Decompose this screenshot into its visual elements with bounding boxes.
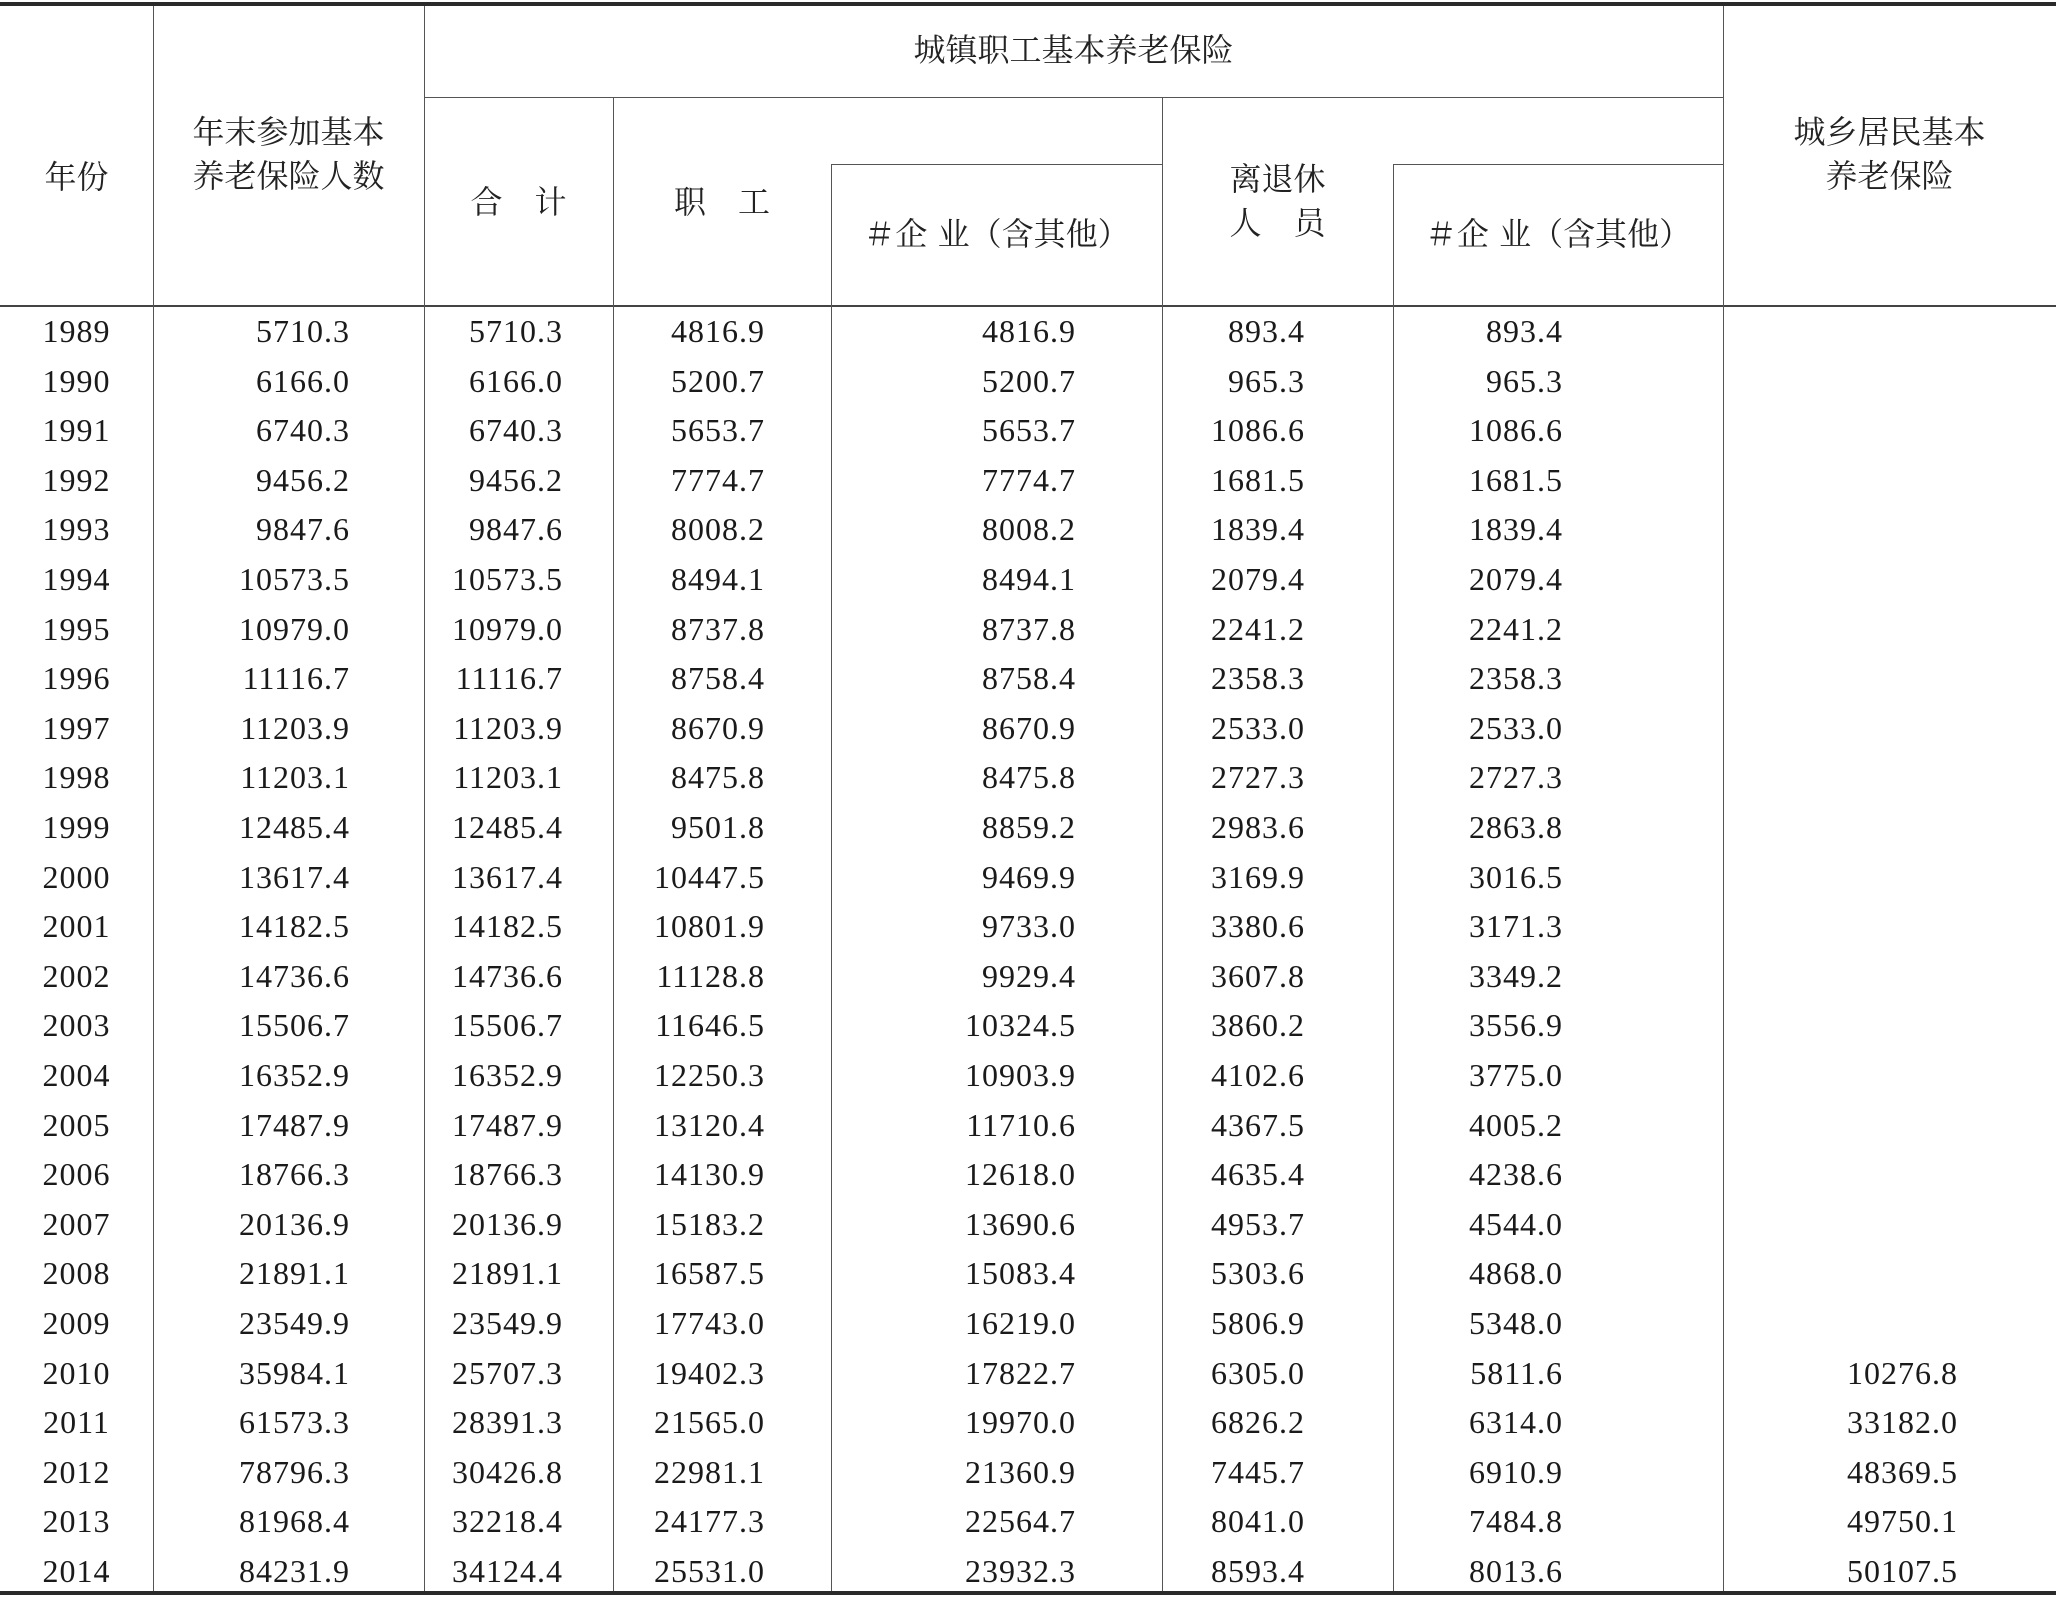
cell-retirees: 4635.4 [1211, 1156, 1305, 1193]
cell-retirees-enterprise: 2079.4 [1469, 561, 1563, 597]
cell-workers-enterprise: 4816.9 [982, 313, 1076, 349]
table-row [0, 456, 2056, 506]
cell-subtotal: 14736.6 [452, 957, 563, 994]
table-row [0, 803, 2056, 853]
cell-subtotal: 15506.7 [452, 1007, 563, 1044]
cell-resident [1723, 605, 1958, 655]
cell-retirees-enterprise: 965.3 [1486, 362, 1563, 399]
cell-year: 1994 [42, 561, 111, 597]
cell-retirees-enterprise: 4868.0 [1469, 1255, 1563, 1292]
cell-retirees-enterprise: 3775.0 [1469, 1057, 1563, 1093]
cell-retirees: 2533.0 [1211, 709, 1305, 746]
cell-workers-enterprise: 8670.9 [982, 709, 1076, 746]
cell-workers-enterprise: 19970.0 [965, 1404, 1076, 1441]
cell-workers-enterprise: 8737.8 [982, 610, 1076, 647]
cell-subtotal: 21891.1 [452, 1255, 563, 1292]
header-total [153, 110, 424, 198]
cell-retirees-enterprise: 893.4 [1486, 313, 1563, 349]
cell-total: 11116.7 [242, 660, 350, 697]
cell-retirees-enterprise: 3016.5 [1469, 858, 1563, 895]
cell-resident [1723, 803, 1958, 853]
cell-workers: 25531.0 [654, 1553, 765, 1589]
cell-retirees: 6305.0 [1211, 1354, 1305, 1391]
cell-year: 2011 [43, 1404, 110, 1441]
cell-workers: 8670.9 [671, 709, 765, 746]
cell-total: 20136.9 [239, 1205, 350, 1242]
table-row [0, 1001, 2056, 1051]
cell-workers: 10447.5 [654, 858, 765, 895]
cell-workers-enterprise: 12618.0 [965, 1156, 1076, 1193]
header-retirees [1162, 157, 1393, 245]
cell-resident: 49750.1 [1847, 1503, 1958, 1540]
cell-resident [1723, 1051, 1958, 1101]
cell-year: 2013 [42, 1503, 111, 1540]
cell-subtotal: 20136.9 [452, 1205, 563, 1242]
cell-workers-enterprise: 23932.3 [965, 1553, 1076, 1589]
cell-total: 11203.9 [240, 709, 350, 746]
cell-subtotal: 9456.2 [469, 461, 563, 498]
cell-retirees: 1839.4 [1211, 511, 1305, 548]
cell-workers: 16587.5 [654, 1255, 765, 1292]
cell-retirees-enterprise: 2241.2 [1469, 610, 1563, 647]
cell-resident [1723, 853, 1958, 903]
cell-workers-enterprise: 21360.9 [965, 1453, 1076, 1490]
cell-workers: 21565.0 [654, 1404, 765, 1441]
cell-retirees-enterprise: 2727.3 [1469, 759, 1563, 796]
header-total-line1: 年末参加基本 [192, 113, 385, 151]
cell-workers-enterprise: 8494.1 [982, 561, 1076, 597]
table-row [0, 654, 2056, 704]
table-row [0, 1150, 2056, 1200]
header-workers-enterprise: ＃企 业（含其他） [863, 215, 1130, 253]
cell-year: 2004 [42, 1057, 111, 1093]
cell-retirees: 3380.6 [1211, 908, 1305, 945]
cell-workers: 9501.8 [671, 809, 765, 845]
table-row [0, 605, 2056, 655]
table-row [0, 505, 2056, 555]
header-urban-group: 城镇职工基本养老保险 [913, 31, 1234, 69]
header-resident [1723, 110, 2056, 198]
cell-workers: 10801.9 [654, 908, 765, 945]
cell-total: 9456.2 [256, 461, 350, 498]
cell-retirees-enterprise: 5348.0 [1469, 1305, 1563, 1341]
cell-workers-enterprise: 9733.0 [982, 908, 1076, 945]
header-resident-line1: 城乡居民基本 [1793, 113, 1986, 151]
cell-year: 2014 [42, 1553, 111, 1589]
cell-total: 14182.5 [239, 908, 350, 945]
cell-retirees: 7445.7 [1211, 1453, 1305, 1490]
cell-resident [1723, 654, 1958, 704]
cell-retirees: 893.4 [1228, 313, 1305, 349]
cell-retirees-enterprise: 6910.9 [1469, 1453, 1563, 1490]
cell-year: 2008 [42, 1255, 111, 1292]
cell-resident [1723, 1150, 1958, 1200]
cell-workers: 19402.3 [654, 1354, 765, 1391]
cell-workers: 11646.5 [655, 1007, 765, 1044]
cell-retirees-enterprise: 8013.6 [1469, 1553, 1563, 1589]
cell-total: 10573.5 [239, 561, 350, 597]
cell-subtotal: 11116.7 [455, 660, 563, 697]
cell-resident [1723, 753, 1958, 803]
cell-total: 15506.7 [239, 1007, 350, 1044]
header-subtotal: 合 计 [470, 183, 567, 221]
cell-year: 2002 [42, 957, 111, 994]
cell-subtotal: 10979.0 [452, 610, 563, 647]
cell-resident [1723, 1299, 1958, 1349]
cell-workers: 7774.7 [671, 461, 765, 498]
cell-workers: 24177.3 [654, 1503, 765, 1540]
cell-retirees-enterprise: 3171.3 [1469, 908, 1563, 945]
cell-year: 2006 [42, 1156, 111, 1193]
cell-retirees: 965.3 [1228, 362, 1305, 399]
cell-retirees: 4367.5 [1211, 1106, 1305, 1143]
cell-year: 1990 [42, 362, 111, 399]
cell-total: 16352.9 [239, 1057, 350, 1093]
cell-workers-enterprise: 5200.7 [982, 362, 1076, 399]
cell-resident [1723, 555, 1958, 605]
cell-retirees: 6826.2 [1211, 1404, 1305, 1441]
cell-total: 18766.3 [239, 1156, 350, 1193]
cell-retirees-enterprise: 2533.0 [1469, 709, 1563, 746]
table-row [0, 1547, 2056, 1597]
cell-retirees: 3607.8 [1211, 957, 1305, 994]
cell-subtotal: 9847.6 [469, 511, 563, 548]
cell-workers: 12250.3 [654, 1057, 765, 1093]
table-top-rule [0, 2, 2056, 6]
cell-year: 1995 [42, 610, 111, 647]
cell-total: 12485.4 [239, 809, 350, 845]
cell-workers-enterprise: 16219.0 [965, 1305, 1076, 1341]
table-row [0, 1448, 2056, 1498]
cell-total: 84231.9 [239, 1553, 350, 1589]
header-retirees-line2: 人 员 [1229, 204, 1326, 242]
cell-workers: 8475.8 [671, 759, 765, 796]
header-retirees-enterprise: ＃企 业（含其他） [1424, 215, 1692, 253]
cell-retirees-enterprise: 1839.4 [1469, 511, 1563, 548]
cell-retirees: 2241.2 [1211, 610, 1305, 647]
cell-year: 1996 [42, 660, 111, 697]
cell-workers-enterprise: 15083.4 [965, 1255, 1076, 1292]
cell-subtotal: 6740.3 [469, 412, 563, 449]
cell-retirees: 4102.6 [1211, 1057, 1305, 1093]
cell-resident [1723, 406, 1958, 456]
table-row [0, 1299, 2056, 1349]
cell-retirees: 2358.3 [1211, 660, 1305, 697]
table-row [0, 406, 2056, 456]
table-row [0, 853, 2056, 903]
table-row [0, 1200, 2056, 1250]
cell-total: 78796.3 [239, 1453, 350, 1490]
cell-subtotal: 6166.0 [469, 362, 563, 399]
cell-resident [1723, 704, 1958, 754]
cell-resident: 33182.0 [1847, 1404, 1958, 1441]
cell-resident [1723, 902, 1958, 952]
cell-total: 81968.4 [239, 1503, 350, 1540]
cell-workers: 11128.8 [656, 957, 765, 994]
cell-retirees-enterprise: 4238.6 [1469, 1156, 1563, 1193]
table-row [0, 902, 2056, 952]
cell-subtotal: 34124.4 [452, 1553, 563, 1589]
cell-subtotal: 17487.9 [452, 1106, 563, 1143]
cell-retirees-enterprise: 1086.6 [1469, 412, 1563, 449]
cell-retirees-enterprise: 7484.8 [1469, 1503, 1563, 1540]
cell-resident [1723, 456, 1958, 506]
cell-workers-enterprise: 10324.5 [965, 1007, 1076, 1044]
header-year: 年份 [44, 158, 109, 196]
cell-total: 11203.1 [240, 759, 350, 796]
header-sub-rule [831, 164, 1162, 165]
cell-workers: 8008.2 [671, 511, 765, 548]
table-row [0, 1249, 2056, 1299]
table-row [0, 704, 2056, 754]
cell-subtotal: 25707.3 [452, 1354, 563, 1391]
cell-retirees-enterprise: 6314.0 [1469, 1404, 1563, 1441]
table-row [0, 1398, 2056, 1448]
cell-year: 2007 [42, 1205, 111, 1242]
cell-year: 1997 [42, 709, 111, 746]
cell-year: 1991 [42, 412, 111, 449]
cell-total: 61573.3 [239, 1404, 350, 1441]
cell-year: 1993 [42, 511, 111, 548]
cell-workers-enterprise: 8758.4 [982, 660, 1076, 697]
cell-subtotal: 30426.8 [452, 1453, 563, 1490]
header-retirees-line1: 离退休 [1229, 160, 1326, 198]
cell-total: 6166.0 [256, 362, 350, 399]
cell-workers-enterprise: 5653.7 [982, 412, 1076, 449]
cell-total: 14736.6 [239, 957, 350, 994]
cell-total: 13617.4 [239, 858, 350, 895]
cell-retirees: 5806.9 [1211, 1305, 1305, 1341]
cell-resident [1723, 505, 1958, 555]
cell-year: 2012 [42, 1453, 111, 1490]
cell-resident [1723, 1200, 1958, 1250]
cell-subtotal: 12485.4 [452, 809, 563, 845]
table-row [0, 1497, 2056, 1547]
table-row [0, 753, 2056, 803]
cell-resident: 10276.8 [1847, 1354, 1958, 1391]
cell-workers: 5653.7 [671, 412, 765, 449]
cell-workers-enterprise: 22564.7 [965, 1503, 1076, 1540]
cell-workers: 8758.4 [671, 660, 765, 697]
cell-year: 1992 [42, 461, 111, 498]
cell-year: 2000 [42, 858, 111, 895]
cell-workers-enterprise: 13690.6 [965, 1205, 1076, 1242]
cell-year: 1999 [42, 809, 111, 845]
cell-retirees: 3169.9 [1211, 858, 1305, 895]
cell-workers: 4816.9 [671, 313, 765, 349]
cell-total: 10979.0 [239, 610, 350, 647]
cell-workers: 15183.2 [654, 1205, 765, 1242]
cell-workers: 8737.8 [671, 610, 765, 647]
cell-subtotal: 16352.9 [452, 1057, 563, 1093]
cell-subtotal: 10573.5 [452, 561, 563, 597]
cell-workers: 14130.9 [654, 1156, 765, 1193]
cell-workers-enterprise: 11710.6 [966, 1106, 1076, 1143]
cell-workers: 8494.1 [671, 561, 765, 597]
cell-retirees-enterprise: 4544.0 [1469, 1205, 1563, 1242]
cell-retirees: 8593.4 [1211, 1553, 1305, 1589]
cell-year: 2001 [42, 908, 111, 945]
cell-retirees: 8041.0 [1211, 1503, 1305, 1540]
cell-workers: 17743.0 [654, 1305, 765, 1341]
cell-resident [1723, 1249, 1958, 1299]
header-sub-rule [424, 97, 1723, 98]
cell-retirees: 2727.3 [1211, 759, 1305, 796]
table-row [0, 952, 2056, 1002]
cell-resident [1723, 952, 1958, 1002]
cell-resident: 48369.5 [1847, 1453, 1958, 1490]
table-row [0, 357, 2056, 407]
cell-retirees-enterprise: 3349.2 [1469, 957, 1563, 994]
table-row [0, 307, 2056, 357]
cell-subtotal: 11203.1 [453, 759, 563, 796]
table-row [0, 1349, 2056, 1399]
cell-resident: 50107.5 [1847, 1553, 1958, 1589]
cell-retirees: 3860.2 [1211, 1007, 1305, 1044]
cell-workers: 5200.7 [671, 362, 765, 399]
cell-total: 17487.9 [239, 1106, 350, 1143]
cell-total: 6740.3 [256, 412, 350, 449]
cell-year: 2010 [42, 1354, 111, 1391]
cell-retirees: 4953.7 [1211, 1205, 1305, 1242]
header-workers: 职 工 [673, 183, 770, 221]
cell-total: 35984.1 [239, 1354, 350, 1391]
header-resident-line2: 养老保险 [1825, 157, 1954, 195]
cell-resident [1723, 1001, 1958, 1051]
cell-subtotal: 13617.4 [452, 858, 563, 895]
cell-year: 1998 [42, 759, 111, 796]
cell-subtotal: 23549.9 [452, 1305, 563, 1341]
cell-workers-enterprise: 8008.2 [982, 511, 1076, 548]
cell-workers-enterprise: 9929.4 [982, 957, 1076, 994]
cell-subtotal: 14182.5 [452, 908, 563, 945]
cell-retirees-enterprise: 2863.8 [1469, 809, 1563, 845]
cell-subtotal: 18766.3 [452, 1156, 563, 1193]
cell-workers-enterprise: 17822.7 [965, 1354, 1076, 1391]
cell-subtotal: 5710.3 [469, 313, 563, 349]
cell-workers: 22981.1 [654, 1453, 765, 1490]
cell-retirees-enterprise: 4005.2 [1469, 1106, 1563, 1143]
cell-retirees-enterprise: 2358.3 [1469, 660, 1563, 697]
cell-retirees-enterprise: 1681.5 [1469, 461, 1563, 498]
cell-retirees: 2983.6 [1211, 809, 1305, 845]
cell-total: 23549.9 [239, 1305, 350, 1341]
cell-workers-enterprise: 9469.9 [982, 858, 1076, 895]
cell-resident [1723, 357, 1958, 407]
cell-workers: 13120.4 [654, 1106, 765, 1143]
table-row [0, 1101, 2056, 1151]
cell-resident [1723, 1101, 1958, 1151]
cell-retirees: 1086.6 [1211, 412, 1305, 449]
cell-year: 1989 [42, 313, 111, 349]
cell-retirees-enterprise: 3556.9 [1469, 1007, 1563, 1044]
cell-total: 9847.6 [256, 511, 350, 548]
cell-subtotal: 28391.3 [452, 1404, 563, 1441]
cell-workers-enterprise: 7774.7 [982, 461, 1076, 498]
cell-year: 2009 [42, 1305, 111, 1341]
cell-retirees: 1681.5 [1211, 461, 1305, 498]
cell-subtotal: 32218.4 [452, 1503, 563, 1540]
cell-subtotal: 11203.9 [453, 709, 563, 746]
cell-workers-enterprise: 8475.8 [982, 759, 1076, 796]
cell-year: 2005 [42, 1106, 111, 1143]
cell-workers-enterprise: 8859.2 [982, 809, 1076, 845]
header-sub-rule [1393, 164, 1723, 165]
cell-retirees: 2079.4 [1211, 561, 1305, 597]
cell-retirees-enterprise: 5811.6 [1470, 1354, 1563, 1391]
cell-retirees: 5303.6 [1211, 1255, 1305, 1292]
table-row [0, 555, 2056, 605]
table-row [0, 1051, 2056, 1101]
cell-total: 5710.3 [256, 313, 350, 349]
cell-total: 21891.1 [239, 1255, 350, 1292]
header-total-line2: 养老保险人数 [192, 157, 385, 195]
cell-year: 2003 [42, 1007, 111, 1044]
cell-workers-enterprise: 10903.9 [965, 1057, 1076, 1093]
cell-resident [1723, 307, 1958, 357]
